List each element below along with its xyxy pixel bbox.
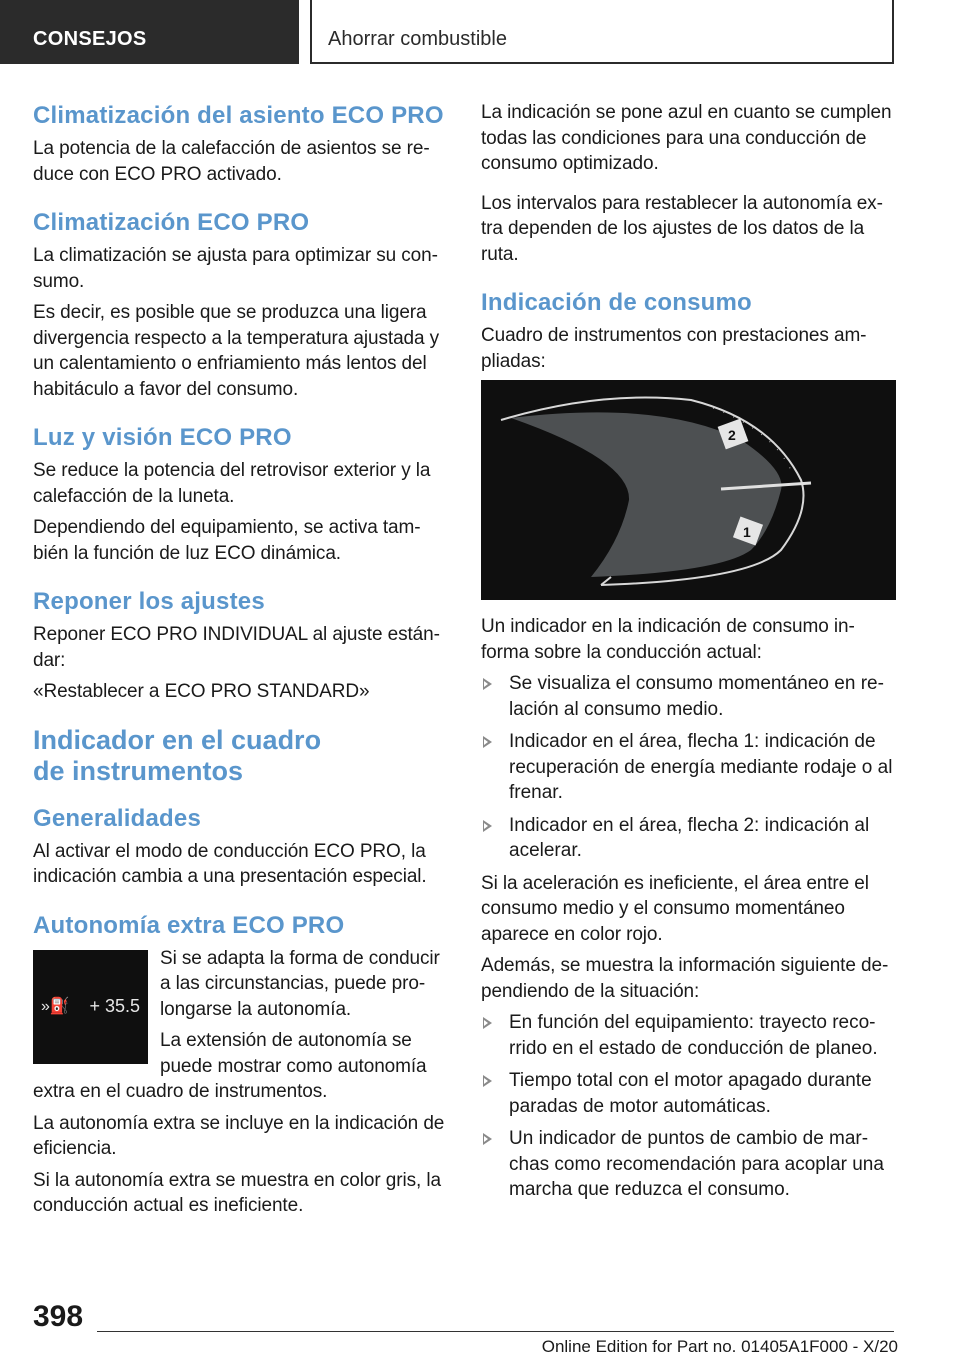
para-clima-1: La climatización se ajusta para optimizar su consumo. xyxy=(33,245,438,292)
list-item: En función del equipamiento: trayecto recorrido en el estado de conducción de planeo. xyxy=(481,1010,896,1061)
para-autonomia-1: Si se adapta la forma de conducir a las circunstancias, puede prolongarse la autonomía. xyxy=(160,947,440,1020)
para-intervalos: Los intervalos para restablecer la autonomía extra dependen de los ajustes de los datos de la ruta. xyxy=(481,192,883,265)
triangle-bullet-icon xyxy=(483,678,492,690)
heading-autonomia: Autonomía extra ECO PRO xyxy=(33,911,345,939)
list-ademas xyxy=(481,1010,896,1203)
heading-indicador-line2: de instrumentos xyxy=(33,755,244,786)
heading-asiento: Climatización del asiento ECO PRO xyxy=(33,102,444,129)
triangle-bullet-icon xyxy=(483,820,492,832)
heading-indicador xyxy=(33,725,445,787)
right-column xyxy=(481,100,896,1210)
para-autonomia-2: La extensión de autonomía se puede mostrar como autonomía extra en el cuadro de instrumentos. xyxy=(33,1030,427,1102)
heading-consumo: Indicación de consumo xyxy=(481,289,752,316)
para-asiento: La potencia de la calefacción de asientos se reduce con ECO PRO activado. xyxy=(33,138,430,185)
footer-divider xyxy=(97,1331,894,1332)
triangle-bullet-icon xyxy=(483,736,492,748)
para-ademas: Además, se muestra la información siguiente dependiendo de la situación: xyxy=(481,955,889,1002)
para-autonomia-3: La autonomía extra se incluye en la indicación de eficiencia. xyxy=(33,1112,445,1159)
consumption-gauge-image xyxy=(481,380,896,600)
triangle-bullet-icon xyxy=(483,1075,492,1087)
range-display-image xyxy=(33,950,148,1064)
chapter-title: Ahorrar combustible xyxy=(328,28,507,50)
list-item: Tiempo total con el motor apagado durante paradas de motor automáticas. xyxy=(481,1068,896,1119)
para-indicador: Un indicador en la indicación de consumo informa sobre la conducción actual: xyxy=(481,616,855,663)
fuel-pump-icon: »⛽ xyxy=(41,997,70,1015)
para-reponer-1: Reponer ECO PRO INDIVIDUAL al ajuste estándar: xyxy=(33,624,440,671)
page-number: 398 xyxy=(33,1300,84,1333)
heading-reponer: Reponer los ajustes xyxy=(33,588,265,615)
arrow-1-label: 1 xyxy=(743,524,751,540)
list-item: Un indicador de puntos de cambio de marchas como recomendación para acoplar una marcha que reduzca el consumo. xyxy=(481,1126,896,1203)
list-item: Indicador en el área, flecha 1: indicación de recuperación de energía mediante rodaje o al frenar. xyxy=(481,729,896,806)
para-reponer-2: «Restablecer a ECO PRO STANDARD» xyxy=(33,681,370,702)
section-title: CONSEJOS xyxy=(33,28,147,50)
arrow-2-label: 2 xyxy=(728,427,736,443)
para-generalidades: Al activar el modo de conducción ECO PRO, la indicación cambia a una presentación especial. xyxy=(33,840,427,887)
heading-indicador-line1: Indicador en el cuadro xyxy=(33,724,322,755)
para-luz-1: Se reduce la potencia del retrovisor exterior y la calefacción de la luneta. xyxy=(33,460,431,507)
left-column xyxy=(33,100,445,1225)
range-value: + 35.5 xyxy=(89,995,140,1016)
heading-clima: Climatización ECO PRO xyxy=(33,209,310,236)
para-clima-2: Es decir, es posible que se produzca una ligera divergencia respecto a la temperatura ajustada y un calentamiento o enfriamiento más lentos del habitáculo a favor del consumo. xyxy=(33,302,440,400)
list-item: Se visualiza el consumo momentáneo en relación al consumo medio. xyxy=(481,671,896,722)
para-luz-2: Dependiendo del equipamiento, se activa también la función de luz ECO dinámica. xyxy=(33,517,421,564)
heading-generalidades: Generalidades xyxy=(33,804,202,832)
para-azul: La indicación se pone azul en cuanto se cumplen todas las condiciones para una conducción de consumo optimizado. xyxy=(481,102,892,174)
list-item: Indicador en el área, flecha 2: indicación al acelerar. xyxy=(481,813,896,864)
para-cuadro: Cuadro de instrumentos con prestaciones ampliadas: xyxy=(481,325,867,372)
para-autonomia-4: Si la autonomía extra se muestra en color gris, la conducción actual es ineficiente. xyxy=(33,1169,441,1216)
list-indicador xyxy=(481,671,896,864)
para-ineficiente: Si la aceleración es ineficiente, el área entre el consumo medio y el consumo momentáneo aparece en color rojo. xyxy=(481,872,869,945)
triangle-bullet-icon xyxy=(483,1017,492,1029)
triangle-bullet-icon xyxy=(483,1133,492,1145)
section-tab xyxy=(0,0,299,64)
footer-edition: Online Edition for Part no. 01405A1F000 - X/20 xyxy=(541,1337,898,1356)
heading-luz: Luz y visión ECO PRO xyxy=(33,424,292,451)
chapter-header xyxy=(310,0,894,64)
